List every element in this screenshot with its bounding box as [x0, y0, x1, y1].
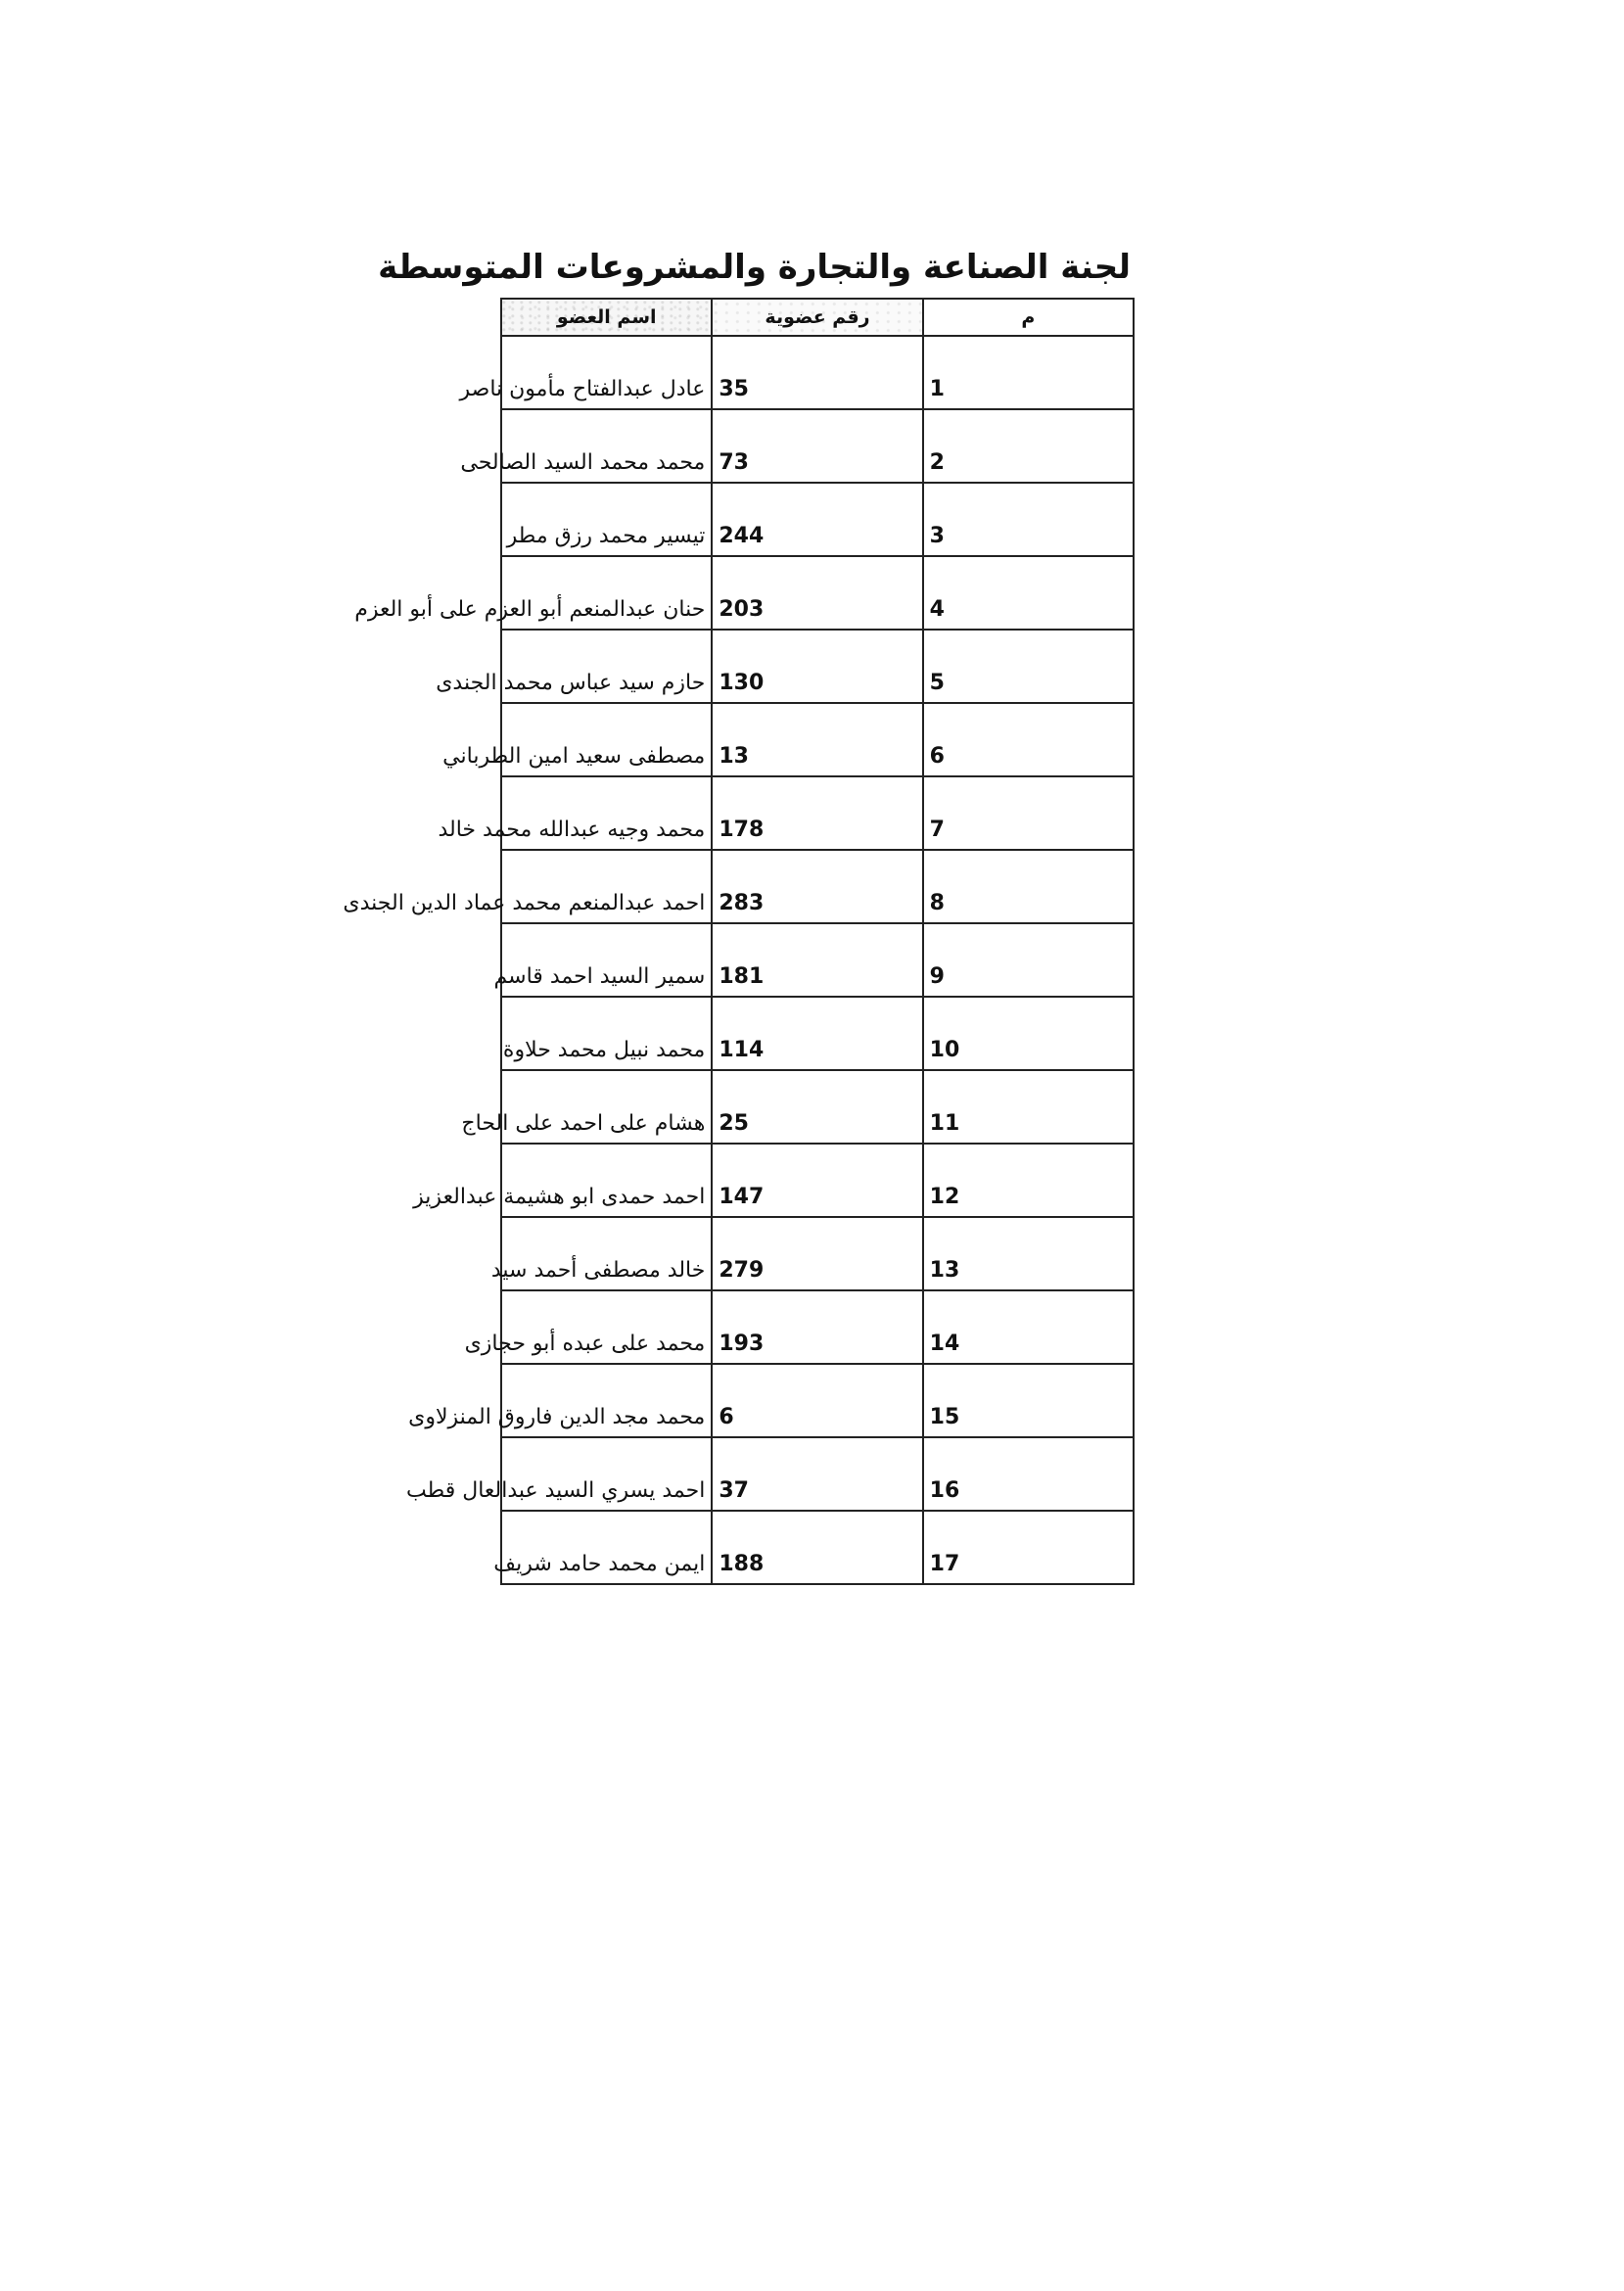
membership-number: 193	[712, 1290, 922, 1364]
membership-number: 203	[712, 556, 922, 630]
row-index: 10	[923, 997, 1134, 1070]
member-name: محمد محمد السيد الصالحى	[501, 409, 712, 483]
table-row	[501, 1144, 1134, 1217]
row-index: 8	[923, 850, 1134, 923]
table-row	[501, 483, 1134, 556]
row-index: 9	[923, 923, 1134, 997]
row-index: 4	[923, 556, 1134, 630]
header-membership-number: رقم عضوية	[712, 299, 922, 336]
table-row	[501, 850, 1134, 923]
member-name: مصطفى سعيد امين الطرباني	[501, 703, 712, 776]
membership-number: 13	[712, 703, 922, 776]
table-row	[501, 556, 1134, 630]
table-row	[501, 1290, 1134, 1364]
table-header	[501, 299, 1134, 336]
member-name: محمد وجيه عبدالله محمد خالد	[501, 776, 712, 850]
membership-number: 244	[712, 483, 922, 556]
table-row	[501, 1511, 1134, 1584]
row-index: 7	[923, 776, 1134, 850]
membership-number: 73	[712, 409, 922, 483]
table-row	[501, 1364, 1134, 1437]
row-index: 16	[923, 1437, 1134, 1511]
member-name: حنان عبدالمنعم أبو العزم على أبو العزم	[501, 556, 712, 630]
member-name: محمد على عبده أبو حجازى	[501, 1290, 712, 1364]
member-name: عادل عبدالفتاح مأمون ناصر	[501, 336, 712, 409]
member-name: سمير السيد احمد قاسم	[501, 923, 712, 997]
member-name: خالد مصطفى أحمد سيد	[501, 1217, 712, 1290]
membership-number: 6	[712, 1364, 922, 1437]
member-name: محمد مجد الدين فاروق المنزلاوى	[501, 1364, 712, 1437]
member-name: احمد يسري السيد عبدالعال قطب	[501, 1437, 712, 1511]
table-row	[501, 923, 1134, 997]
row-index: 6	[923, 703, 1134, 776]
table-body	[343, 336, 1134, 1584]
member-name: تيسير محمد رزق مطر	[501, 483, 712, 556]
table-row	[501, 409, 1134, 483]
member-name: احمد حمدى ابو هشيمة عبدالعزيز	[501, 1144, 712, 1217]
row-index: 5	[923, 630, 1134, 703]
row-index: 2	[923, 409, 1134, 483]
table-row	[501, 630, 1134, 703]
membership-number: 279	[712, 1217, 922, 1290]
membership-number: 35	[712, 336, 922, 409]
membership-number: 37	[712, 1437, 922, 1511]
membership-number: 114	[712, 997, 922, 1070]
table-row	[501, 1070, 1134, 1144]
membership-number: 188	[712, 1511, 922, 1584]
membership-number: 181	[712, 923, 922, 997]
row-index: 1	[923, 336, 1134, 409]
membership-number: 25	[712, 1070, 922, 1144]
members-table	[343, 298, 1135, 1585]
table-row	[501, 1437, 1134, 1511]
member-name: هشام على احمد على الحاج	[501, 1070, 712, 1144]
table-row	[501, 703, 1134, 776]
member-name: محمد نبيل محمد حلاوة	[501, 997, 712, 1070]
membership-number: 130	[712, 630, 922, 703]
row-index: 17	[923, 1511, 1134, 1584]
document-title: لجنة الصناعة والتجارة والمشروعات المتوسطة	[378, 248, 1131, 287]
table-row	[501, 776, 1134, 850]
row-index: 15	[923, 1364, 1134, 1437]
membership-number: 283	[712, 850, 922, 923]
header-member-name: اسم العضو	[501, 299, 712, 336]
table-row	[501, 997, 1134, 1070]
row-index: 3	[923, 483, 1134, 556]
member-name: حازم سيد عباس محمد الجندى	[501, 630, 712, 703]
header-index: م	[923, 299, 1134, 336]
membership-number: 147	[712, 1144, 922, 1217]
member-name: احمد عبدالمنعم محمد عماد الدين الجندى	[501, 850, 712, 923]
row-index: 12	[923, 1144, 1134, 1217]
table-row	[501, 336, 1134, 409]
table-row	[501, 1217, 1134, 1290]
membership-number: 178	[712, 776, 922, 850]
member-name: ايمن محمد حامد شريف	[501, 1511, 712, 1584]
row-index: 11	[923, 1070, 1134, 1144]
row-index: 14	[923, 1290, 1134, 1364]
row-index: 13	[923, 1217, 1134, 1290]
header-row	[501, 299, 1134, 336]
